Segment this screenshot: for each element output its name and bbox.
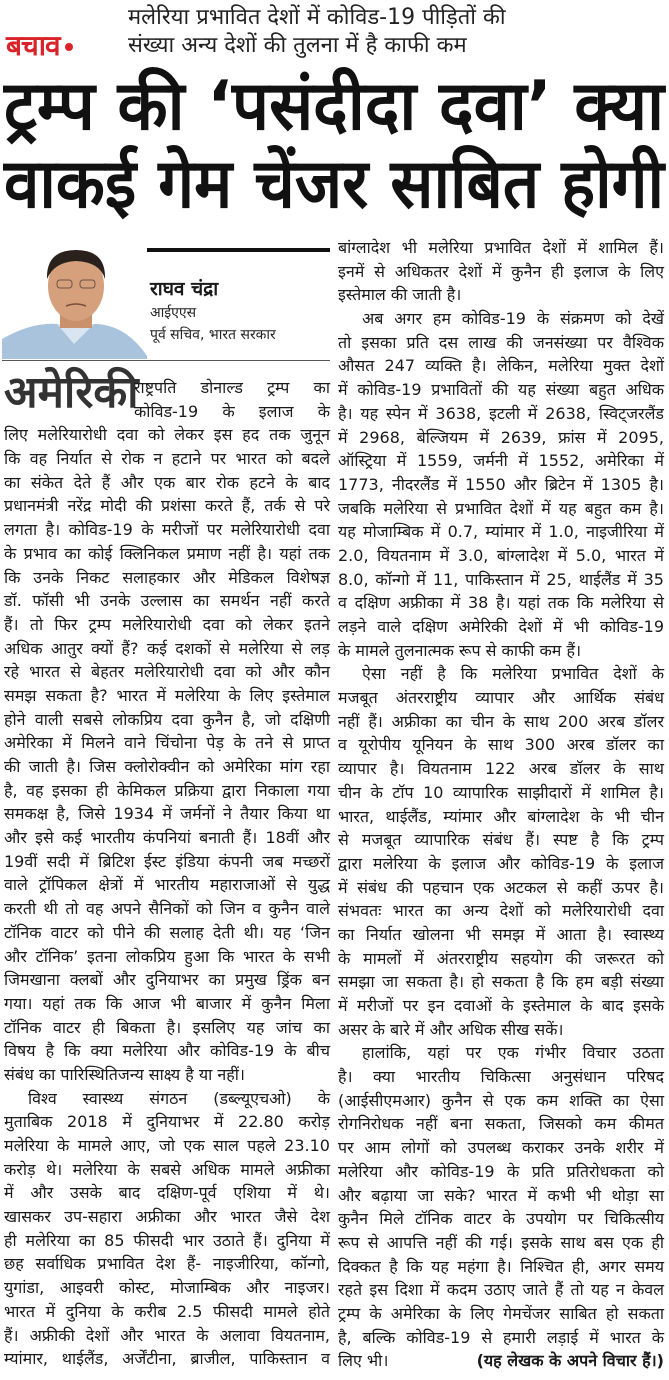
headline [4,68,666,224]
text-line: मलेरिया के मामले आए, जो एक साल पहले 23.10 [4,1136,330,1155]
text-line: रहते इस दिशा में कदम उठाए जाते हैं तो यह न केवल [338,1280,664,1300]
text-line: इस्तेमाल की जाती है। [338,285,462,305]
text-line: नहीं हैं। अफ्रीका का चीन के साथ 200 अरब डॉलर [338,711,664,731]
text-line: 8.0, कॉन्गो में 11, पाकिस्तान में 25, थाईलैंड में 35 [338,569,664,589]
text-line: में कोविड-19 प्रभावितों की यह संख्या बहुत अधिक [338,380,664,400]
text-line: इनमें से अधिकतर देशों में कुनैन ही इलाज के लिए [338,261,664,281]
text-line: रोगनिरोधक नहीं बना सकता, जिसको कम कीमत [338,1114,664,1134]
text-line: हैं। तो फिर ट्रम्प मलेरियारोधी दवा को लेकर इतने [4,614,330,634]
text-line: है, बल्कि कोविड-19 से हमारी लड़ाई में भारत के [338,1327,664,1347]
text-line: विश्व स्वास्थ्य संगठन (डब्ल्यूएचओ) के [28,1088,330,1108]
drop-word: अमेरिकी [4,367,139,418]
text-line: ही मलेरिया का 85 फीसदी भार उठाते हैं। दुनिया में [4,1230,330,1250]
text-line: खासकर उप-सहारा अफ्रीका और भारत जैसे देश [4,1207,330,1227]
text-line: वाले ट्रॉपिकल क्षेत्रों में भारतीय महाराजाओं से युद्ध [4,875,330,895]
author-title: आईएएस [150,305,197,321]
text-line [338,1349,664,1373]
text-line: 2.0, वियतनाम में 3.0, बांग्लादेश में 5.0, भारत में [338,545,664,565]
text-line: रहे भारत से बेहतर मलेरियारोधी दवा को और कौन [4,662,330,682]
text-line: व दक्षिण अफ्रीका में 38 है। यहां तक कि मलेरिया से [338,593,664,613]
text-line: में संबंध की पहचान एक अटकल से कहीं ऊपर है। [338,877,664,897]
text-line: के मामले तुलनात्मक रूप से काफी कम हैं। [338,640,582,660]
text-line: कोविड-19 के इलाज के [134,401,330,421]
text-line: ट्रम्प के अमेरिका के लिए गेमचेंजर साबित हो सकता [338,1303,664,1323]
text-line: प्रधानमंत्री नरेंद्र मोदी की प्रशंसा करते हैं, तर्क से परे [4,496,330,516]
text-line: रूप से आपत्ति नहीं की गई। इसके साथ बस एक ही [338,1232,664,1252]
text-line: ऑस्ट्रिया में 1559, जर्मनी में 1552, अमेरिका में [338,451,664,471]
text-line: गया। यहां तक कि आज भी बाजार में कुनैन मिला [4,993,330,1013]
text-line: विषय है कि क्या मलेरिया और कोविड-19 के बीच [4,1041,330,1061]
text-line: में 2968, बेल्जियम में 2639, फ्रांस में 2095, [338,427,664,447]
text-line: टॉनिक वाटर को पीने की सलाह देती थी। यह ‘जिन [4,922,330,942]
divider [2,360,330,361]
text-line: ऐसा नहीं है कि मलेरिया प्रभावित देशों के [362,664,664,684]
article-column-right [338,236,664,1373]
section-kicker [6,26,73,64]
text-line: करती थी तो वह अपने सैनिकों को जिन व कुनैन वाले [4,899,330,919]
text-line: और इसे कई भारतीय कंपनियां बनाती हैं। 18वीं और [4,828,330,848]
text-line: म्यांमार, थाईलैंड, अर्जेंटीना, ब्राजील, पाकिस्तान व [4,1349,330,1369]
text-line: कि वह निर्यात से रोक न हटाने पर भारत को बदले [4,449,330,469]
text-line: मुताबिक 2018 में दुनियाभर में 22.80 करोड़ [4,1112,330,1132]
text-line: लड़ने वाले दक्षिण अमेरिकी देशों में भी कोविड-19 [338,617,664,636]
text-line: यह मोजाम्बिक में 0.7, म्यांमार में 1.0, नाइजीरिया में [338,522,664,542]
text-line: लगता है। कोविड-19 के मरीजों पर मलेरियारोधी दवा [4,520,330,540]
text-line: का निर्यात खोलना भी समझ में आता है। स्वास्थ्य [338,924,664,944]
subheadline-line: मलेरिया प्रभावित देशों में कोविड-19 पीड़ितों की [128,5,506,30]
text-line: टॉनिक वाटर ही बिकता है। इसलिए यह जांच का [4,1017,330,1037]
text-line: औसत 247 व्यक्ति है। लेकिन, मलेरिया मुक्त देशों [338,356,664,376]
text-line: मलेरिया और कोविड-19 के प्रति प्रतिरोधकता को [338,1161,664,1181]
text-line: लिए भी। [338,1351,389,1371]
text-line: लिए मलेरियारोधी दवा को लेकर इस हद तक जुनून [4,425,330,445]
subheadline [128,4,658,60]
text-line: चीन के टॉप 10 व्यापारिक साझीदारों में शामिल है। [338,782,664,802]
text-line: की जाती है। जिस क्लोरोक्वीन को अमेरिका मांग रहा [4,757,330,776]
text-line: डॉ. फॉसी भी उनके उल्लास का समर्थन नहीं करते [4,591,330,611]
author-position: पूर्व सचिव, भारत सरकार [150,327,276,343]
text-line: बांग्लादेश भी मलेरिया प्रभावित देशों में शामिल हैं। [338,238,664,257]
text-line: व्यापार है। वियतनाम 122 अरब डॉलर के साथ [338,759,664,779]
text-line: अमेरिका में मिलने वाने चिंचोना पेड़ के तने से प्राप्त [4,733,330,753]
text-line: समझा जा सकता है। हो सकता है कि हम बड़ी संख्या [338,972,664,992]
kicker-label: बचाव [6,29,60,62]
text-line: भारत में दुनिया के करीब 2.5 फीसदी मामले होते [4,1301,330,1321]
text-line: का संकेत देते हैं और एक बार रोक हटने के बाद [4,472,330,492]
text-line: है, वह इसका ही केमिकल प्रक्रिया द्वारा निकाला गया [4,780,330,800]
text-line: राष्ट्रपति डोनाल्ड ट्रम्प का [134,378,330,397]
text-line: होने वाली सबसे लोकप्रिय दवा कुनैन है, जो दक्षिणी [4,709,330,729]
text-line: हैं। अफ्रीकी देशों और भारत के अलावा वियतनाम, [4,1325,330,1345]
author-disclaimer: (यह लेखक के अपने विचार हैं।) [476,1351,664,1371]
text-line: करोड़ थे। मलेरिया के सबसे अधिक मामले अफ्रीका [4,1159,330,1179]
bullet-dot-icon [65,43,73,51]
text-line: असर के बारे में और अधिक सीख सकें। [338,1019,564,1039]
text-line: (आईसीएमआर) कुनैन से एक कम शक्ति का ऐसा [338,1090,664,1110]
text-line: 1773, नीदरलैंड में 1550 और ब्रिटेन में 1305 है। [338,474,664,494]
text-line: अधिक आतुर क्यों हैं? कई दशकों से मलेरिया से लड़ [4,638,330,658]
text-line: जिमखाना क्लबों और दुनियाभर का प्रमुख ड्रिंक बन [4,970,330,990]
headline-line: ट्रम्प की ‘पसंदीदा दवा’ क्या [4,67,664,146]
text-line: समकक्ष है, जिसे 1934 में जर्मनों ने तैयार किया था [4,804,330,824]
text-line: और बढ़ाया जा सके? भारत में कभी भी थोड़ा सा [338,1185,664,1205]
text-line: है। यह स्पेन में 3638, इटली में 2638, स्विट्जरलैंड [338,403,664,423]
author-name: राघव चंद्रा [150,278,219,300]
text-line: संबंध का पारिस्थितिजन्य साक्ष्य है या नहीं। [4,1064,245,1084]
text-line: 19वीं सदी में ब्रिटिश ईस्ट इंडिया कंपनी जब मच्छरों [4,851,330,871]
text-line: है। क्या भारतीय चिकित्सा अनुसंधान परिषद [338,1067,664,1087]
text-line: व यूरोपीय यूनियन के साथ 300 अरब डॉलर का [338,735,664,755]
text-line: भारत, थाईलैंड, म्यांमार और बांग्लादेश के भी चीन [338,806,664,826]
text-line: दिक्कत है कि यह महंगा है। निश्चित ही, अगर समय [338,1256,664,1276]
text-line: छह सर्वाधिक प्रभावित देश हैं- नाइजीरिया, कॉन्गो, [4,1254,330,1274]
article-column-left [4,376,330,1371]
text-line: युगांडा, आइवरी कोस्ट, मोजाम्बिक और नाइजर। [4,1278,330,1298]
text-line: के मामलों में अंतरराष्ट्रीय सहयोग की जरूरत को [338,948,664,968]
headline-line: वाकई गेम चेंजर साबित होगी [4,145,664,224]
text-line: कि उनके निकट सलाहकार और मेडिकल विशेषज्ञ [4,567,330,587]
text-line: पर आम लोगों को उपलब्ध कराकर उनके शरीर में [338,1138,664,1158]
subheadline-line: संख्या अन्य देशों की तुलना में है काफी कम [128,33,467,58]
text-line: संभवतः भारत का अन्य देशों को मलेरियारोधी दवा [338,901,664,921]
byline [150,276,330,346]
text-line: तो इसका प्रति दस लाख की जनसंख्या पर वैश्विक [338,332,664,352]
text-line: कुनैन मिले टॉनिक वाटर के उपयोग पर चिकित्सीय [338,1209,664,1229]
author-photo [2,244,147,359]
text-line: में और उसके बाद दक्षिण-पूर्व एशिया में थे। [4,1183,330,1203]
text-line: जबकि मलेरिया से प्रभावित देशों में यह बहुत कम है। [338,498,664,518]
text-line: के प्रभाव का कोई क्लिनिकल प्रमाण नहीं है। यहां तक [4,543,330,563]
text-line: में मरीजों पर इन दवाओं के इस्तेमाल के बाद इसके [338,996,664,1015]
text-line: द्वारा मलेरिया के इलाज और कोविड-19 के इलाज [338,853,664,873]
text-line: से मजबूत व्यापारिक संबंध हैं। स्पष्ट है कि ट्रम्प [338,830,664,850]
text-line: हालांकि, यहां पर एक गंभीर विचार उठता [362,1043,664,1063]
text-line: समझ सकता है? भारत में मलेरिया के लिए इस्तेमाल [4,685,330,705]
text-line: अब अगर हम कोविड-19 के संक्रमण को देखें [362,309,664,329]
text-line: मजबूत अंतरराष्ट्रीय व्यापार और आर्थिक संबंध [338,688,664,708]
text-line: और टॉनिक’ इतना लोकप्रिय हुआ कि भारत के सभी [4,946,330,966]
